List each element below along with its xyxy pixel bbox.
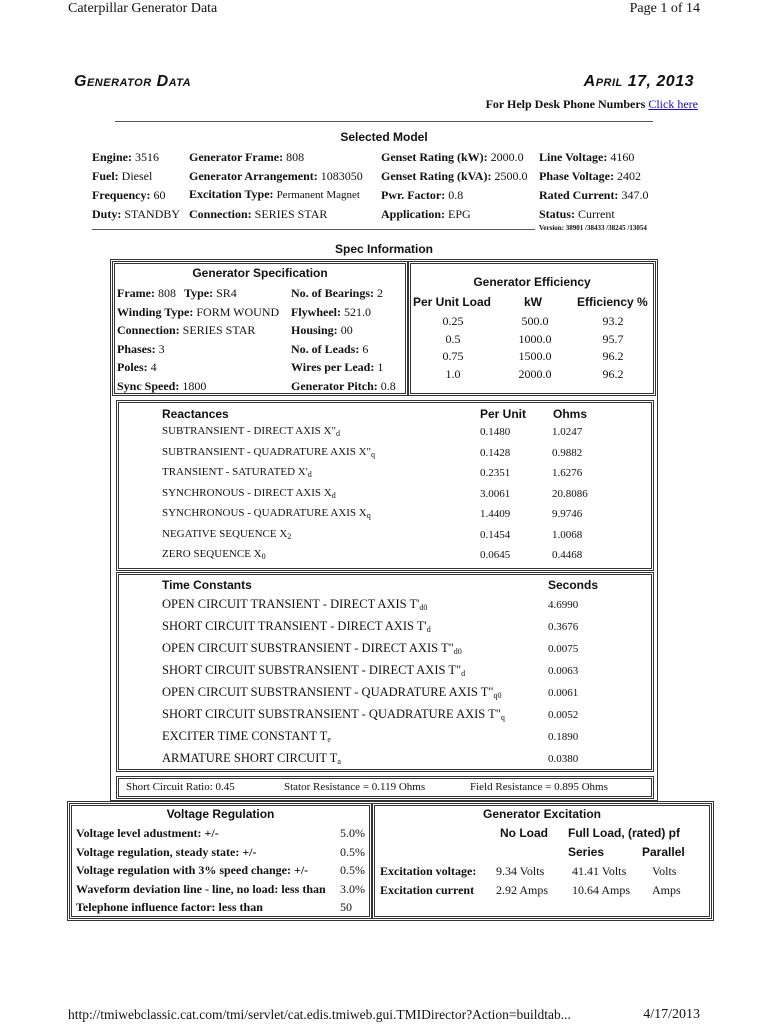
table-cell: [189, 167, 381, 186]
time-constant-seconds: 4.6990: [548, 599, 579, 611]
time-constant-name: [162, 751, 341, 766]
table-cell: [189, 185, 381, 205]
field-label: Generator Frame:: [189, 150, 284, 164]
time-constant-subscript: a: [337, 757, 341, 766]
efficiency-kw: 2000.0: [518, 366, 552, 381]
reactance-name: [162, 466, 312, 479]
time-constant-seconds: 0.0380: [548, 753, 579, 765]
help-desk-text: For Help Desk Phone Numbers: [485, 97, 646, 111]
reactance-subscript: 2: [287, 531, 292, 541]
excitation-noload: 2.92 Amps: [496, 882, 549, 897]
time-constant-seconds: 0.0052: [548, 709, 579, 721]
reactance-per-unit: 1.4409: [480, 508, 511, 520]
field-label: Excitation Type:: [189, 187, 274, 201]
table-cell: [117, 321, 291, 340]
efficiency-load: 0.5: [445, 331, 461, 346]
field-value: 1083050: [320, 168, 363, 183]
efficiency-value: 96.2: [602, 366, 624, 381]
generator-spec-table: [117, 284, 396, 395]
table-cell: [291, 321, 396, 340]
time-constant-label: ARMATURE SHORT CIRCUIT T: [162, 751, 338, 765]
excitation-series: 41.41 Volts: [572, 864, 627, 878]
time-constants-heading: Time Constants: [162, 578, 252, 592]
excitation-heading: Generator Excitation: [482, 807, 602, 821]
time-constant-label: OPEN CIRCUIT TRANSIENT - DIRECT AXIS T': [162, 597, 420, 611]
table-cell: [189, 205, 381, 224]
selected-model-table: [92, 148, 648, 223]
excitation-col-fullload: Full Load, (rated) pf: [568, 826, 680, 840]
reactance-per-unit: 0.0645: [480, 549, 511, 561]
short-circuit-ratio: Short Circuit Ratio: 0.45: [126, 781, 235, 793]
time-constant-seconds: 0.0075: [548, 643, 579, 655]
field-value: Diesel: [121, 168, 153, 183]
excitation-col-noload: No Load: [500, 826, 548, 840]
field-value: 6: [362, 341, 369, 356]
page-title: Generator Data: [74, 73, 192, 90]
regulation-value: 0.5%: [340, 863, 365, 877]
time-constant-name: [162, 641, 462, 656]
reactance-label: SUBTRANSIENT - DIRECT AXIS X": [162, 425, 336, 437]
time-constant-subscript: d0: [453, 647, 462, 656]
time-constant-subscript: q: [500, 713, 505, 722]
table-cell: [291, 340, 396, 359]
reactance-per-unit: 0.1454: [480, 528, 511, 541]
time-constant-subscript: q0: [493, 691, 502, 700]
divider: [92, 229, 535, 230]
field-value: SERIES STAR: [254, 206, 328, 221]
field-resistance: Field Resistance = 0.895 Ohms: [470, 781, 608, 793]
time-constant-seconds: 0.1890: [548, 731, 579, 743]
field-label: Pwr. Factor:: [381, 187, 446, 202]
reactance-subscript: d: [331, 490, 336, 500]
time-constant-seconds: 0.3676: [548, 621, 579, 633]
field-value: 1: [377, 360, 384, 374]
table-row: [117, 284, 396, 303]
time-constant-name: [162, 619, 431, 634]
reactance-subscript: q: [366, 511, 371, 520]
excitation-col-parallel: Parallel: [642, 845, 685, 859]
excitation-label: Excitation current: [380, 882, 475, 897]
field-label: Generator Pitch:: [291, 378, 378, 393]
time-constant-name: [162, 597, 427, 612]
reactance-name: [162, 507, 371, 520]
report-date: April 17, 2013: [583, 73, 694, 90]
reactance-name: [162, 446, 375, 459]
reactance-subscript: d: [307, 470, 312, 479]
reactance-per-unit: 0.1480: [480, 426, 511, 438]
table-cell: [92, 167, 189, 186]
field-label: Application:: [381, 206, 446, 221]
field-label: Genset Rating (kW):: [381, 150, 488, 164]
table-cell: [92, 205, 189, 224]
field-label: Housing:: [291, 323, 338, 337]
field-value: 2000.0: [490, 150, 524, 164]
reactance-per-unit: 0.2351: [480, 467, 511, 479]
generator-spec-heading: Generator Specification: [192, 266, 328, 280]
time-constant-label: OPEN CIRCUIT SUBSTRANSIENT - DIRECT AXIS T": [162, 641, 454, 655]
reactance-name: [162, 548, 266, 561]
efficiency-value: 93.2: [602, 314, 624, 328]
excitation-noload: 9.34 Volts: [496, 864, 545, 878]
field-label: Wires per Lead:: [291, 360, 375, 374]
field-label: Frame:: [117, 286, 155, 300]
time-constant-subscript: d: [426, 625, 431, 634]
reactance-label: NEGATIVE SEQUENCE X: [162, 527, 288, 540]
table-row: [117, 358, 396, 377]
field-value: 60: [153, 187, 166, 202]
reactance-label: SYNCHRONOUS - QUADRATURE AXIS X: [162, 507, 367, 519]
time-constant-seconds: 0.0061: [548, 687, 579, 699]
table-cell: [117, 284, 291, 303]
time-constant-label: SHORT CIRCUIT SUBSTRANSIENT - DIRECT AXIS T": [162, 663, 462, 677]
reactance-per-unit: 0.1428: [480, 446, 511, 459]
table-row: [92, 167, 648, 186]
field-label: Generator Arrangement:: [189, 168, 318, 183]
reactance-per-unit: 3.0061: [480, 487, 511, 500]
table-row: [92, 148, 648, 167]
field-label: Genset Rating (kVA):: [381, 168, 492, 183]
table-row: [117, 340, 396, 359]
regulation-label: Voltage level adustment: +/-: [76, 826, 219, 840]
table-row: [92, 185, 648, 205]
efficiency-load: 1.0: [445, 366, 461, 381]
time-constant-subscript: d0: [419, 603, 428, 612]
table-row: [117, 377, 396, 396]
table-row: [92, 205, 648, 224]
efficiency-value: 96.2: [602, 349, 624, 363]
field-value: 521.0: [344, 304, 371, 319]
time-constants-col-seconds: Seconds: [548, 578, 599, 592]
field-label: Poles:: [117, 360, 148, 374]
reactance-name: [162, 425, 340, 438]
field-label: Status:: [539, 206, 576, 221]
excitation-label: Excitation voltage:: [380, 864, 477, 878]
table-cell: [291, 358, 396, 377]
efficiency-col-kw: kW: [524, 295, 542, 309]
time-constant-label: OPEN CIRCUIT SUBSTRANSIENT - QUADRATURE AXIS T": [162, 685, 494, 699]
field-label: Phase Voltage:: [539, 168, 614, 183]
print-footer-date: 4/17/2013: [643, 1007, 700, 1022]
field-value: 808: [286, 150, 305, 164]
table-cell: [189, 148, 381, 167]
spec-info-heading: Spec Information: [334, 242, 433, 256]
table-cell: [539, 167, 648, 186]
reactance-ohms: 1.0068: [552, 528, 583, 541]
field-label: Winding Type:: [117, 304, 194, 319]
selected-model-heading: Selected Model: [340, 130, 428, 144]
excitation-series: 10.64 Amps: [572, 882, 631, 897]
field-value: STANDBY: [124, 206, 181, 221]
print-header-page: Page 1 of 14: [629, 1, 700, 16]
time-constant-subscript: d: [461, 669, 466, 678]
field-value: 1800: [182, 378, 207, 393]
reactance-label: TRANSIENT - SATURATED X': [162, 466, 308, 478]
field-label: Duty:: [92, 206, 122, 221]
reactance-ohms: 20.8086: [552, 487, 588, 500]
field-value: 347.0: [621, 187, 649, 202]
regulation-value: 50: [340, 900, 352, 914]
time-constant-name: [162, 729, 331, 744]
field-value: EPG: [448, 206, 471, 221]
field-value: Permanent Magnet: [276, 189, 360, 201]
field-label: Frequency:: [92, 187, 151, 202]
excitation-col-series: Series: [568, 845, 605, 859]
table-cell: [381, 167, 539, 186]
field-value: FORM WOUND: [196, 304, 280, 319]
reactance-label: ZERO SEQUENCE X: [162, 548, 262, 560]
excitation-parallel: Volts: [652, 864, 677, 878]
field-label: Engine:: [92, 150, 133, 164]
field-value: 0.8: [448, 187, 464, 202]
table-cell: [381, 185, 539, 205]
regulation-label: Waveform deviation line - line, no load: less than: [76, 881, 326, 896]
table-cell: [291, 377, 396, 396]
reactance-ohms: 1.6276: [552, 467, 583, 479]
field-label: Connection:: [189, 206, 252, 221]
efficiency-value: 95.7: [602, 331, 624, 346]
time-constant-subscript: e: [327, 735, 331, 744]
efficiency-load: 0.75: [442, 349, 464, 363]
reactances-col-ohms: Ohms: [553, 407, 588, 421]
time-constant-name: [162, 685, 502, 700]
reactance-name: [162, 528, 291, 541]
field-value: 808: [157, 286, 176, 300]
reactances-heading: Reactances: [162, 407, 229, 421]
version-label: Version: 38901 /38433 /38245 /13054: [539, 224, 647, 232]
print-footer-url: http://tmiwebclassic.cat.com/tmi/servlet/cat.edis.tmiweb.gui.TMIDirector?Action=buildtab...: [68, 1007, 571, 1022]
reactance-ohms: 1.0247: [552, 426, 583, 438]
table-cell: [381, 205, 539, 224]
table-cell: [539, 185, 648, 205]
field-label: No. of Bearings:: [291, 286, 374, 300]
field-label: Line Voltage:: [539, 150, 608, 164]
efficiency-load: 0.25: [442, 314, 464, 328]
field-value: Current: [578, 206, 615, 221]
field-value: 2: [377, 286, 383, 300]
table-cell: [117, 340, 291, 359]
stator-resistance: Stator Resistance = 0.119 Ohms: [284, 781, 426, 793]
field-value: 4160: [610, 150, 635, 164]
time-constant-seconds: 0.0063: [548, 665, 579, 677]
time-constant-name: [162, 707, 505, 722]
field-value: 00: [340, 323, 353, 337]
reactance-subscript: q: [371, 449, 376, 459]
table-cell: [92, 185, 189, 205]
reactances-col-pu: Per Unit: [480, 407, 527, 421]
print-header-title: Caterpillar Generator Data: [68, 1, 218, 16]
field-label: Sync Speed:: [117, 378, 180, 393]
efficiency-col-eff: Efficiency %: [577, 295, 648, 309]
field-label: Rated Current:: [539, 187, 619, 202]
reactance-subscript: 0: [261, 552, 266, 561]
efficiency-kw: 1000.0: [518, 331, 552, 346]
table-cell: [117, 358, 291, 377]
efficiency-kw: 500.0: [521, 314, 549, 328]
field-label: Phases:: [117, 341, 156, 356]
field-label: Type:: [183, 286, 214, 300]
reactance-label: SYNCHRONOUS - DIRECT AXIS X: [162, 486, 332, 499]
time-constant-name: [162, 663, 465, 678]
table-cell: [381, 148, 539, 167]
table-cell: [92, 148, 189, 167]
field-value: SERIES STAR: [182, 323, 256, 337]
regulation-label: Telephone influence factor: less than: [76, 900, 263, 914]
excitation-parallel: Amps: [652, 882, 681, 897]
reactance-ohms: 9.9746: [552, 508, 583, 520]
field-value: 3516: [135, 150, 160, 164]
field-value: 2402: [617, 168, 641, 183]
field-label: Fuel:: [92, 168, 119, 183]
table-cell: [539, 205, 648, 224]
table-cell: [539, 148, 648, 167]
table-cell: [291, 284, 396, 303]
time-constant-label: SHORT CIRCUIT TRANSIENT - DIRECT AXIS T': [162, 619, 427, 633]
efficiency-kw: 1500.0: [518, 349, 552, 363]
help-desk-link[interactable]: Click here: [648, 97, 698, 111]
reactance-ohms: 0.4468: [552, 549, 583, 561]
regulation-label: Voltage regulation with 3% speed change: +/-: [76, 863, 309, 877]
time-constant-label: SHORT CIRCUIT SUBSTRANSIENT - QUADRATURE AXIS T": [162, 707, 501, 721]
field-value: 4: [150, 360, 157, 374]
reactance-ohms: 0.9882: [552, 446, 583, 459]
field-value: 3: [158, 341, 165, 356]
field-value: SR4: [216, 286, 237, 300]
table-cell: [291, 303, 396, 322]
reactance-name: [162, 487, 336, 500]
time-constant-label: EXCITER TIME CONSTANT T: [162, 729, 328, 743]
efficiency-col-load: Per Unit Load: [413, 295, 492, 309]
field-value: 2500.0: [494, 168, 528, 183]
regulation-value: 3.0%: [340, 881, 365, 896]
help-desk-line: [486, 97, 698, 112]
field-label: No. of Leads:: [291, 341, 360, 356]
field-label: Flywheel:: [291, 304, 341, 319]
reactance-subscript: d: [336, 429, 340, 438]
efficiency-heading: Generator Efficiency: [473, 275, 591, 289]
regulation-value: 0.5%: [340, 844, 365, 859]
reactance-label: SUBTRANSIENT - QUADRATURE AXIS X": [162, 445, 372, 458]
table-cell: [117, 377, 291, 396]
table-row: [117, 303, 396, 322]
regulation-value: 5.0%: [340, 826, 365, 840]
divider: [115, 121, 653, 122]
regulation-label: Voltage regulation, steady state: +/-: [76, 844, 257, 859]
field-label: Connection:: [117, 323, 180, 337]
voltage-regulation-heading: Voltage Regulation: [166, 807, 275, 821]
field-value: 0.8: [380, 378, 396, 393]
table-row: [117, 321, 396, 340]
table-cell: [117, 303, 291, 322]
